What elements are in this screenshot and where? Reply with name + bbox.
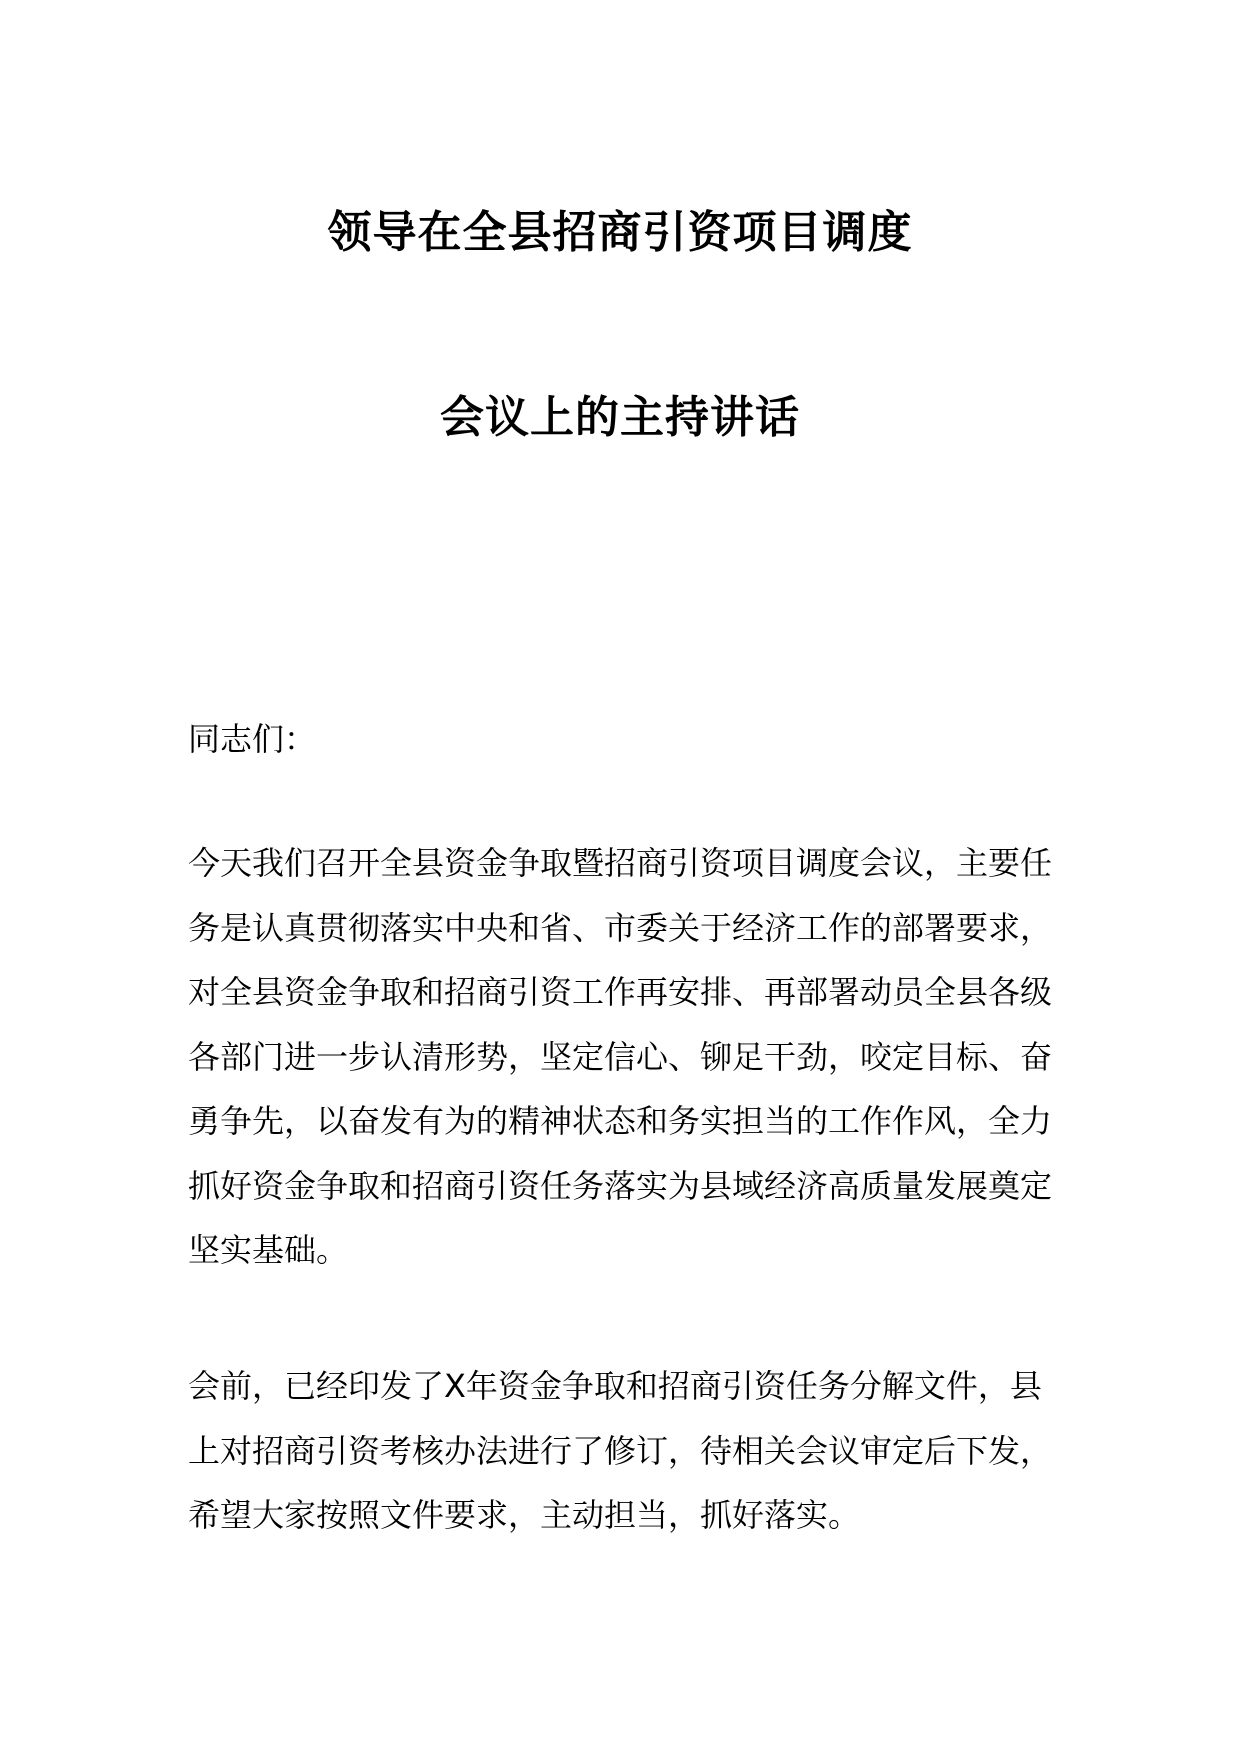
body-paragraph-1: 今天我们召开全县资金争取暨招商引资项目调度会议，主要任务是认真贯彻落实中央和省、市委关于经济工作的部署要求，对全县资金争取和招商引资工作再安排、再部署动员全县各级各部门进一步认清形势，坚定信心、铆足干劲，咬定目标、奋勇争先，以奋发有为的精神状态和务实担当的工作作风，全力抓好资金争取和招商引资任务落实为县域经济高质量发展奠定坚实基础。	[188, 844, 1053, 1269]
salutation: 同志们：	[188, 720, 317, 758]
body-paragraph-2: 会前，已经印发了X年资金争取和招商引资任务分解文件，县上对招商引资考核办法进行了修订，待相关会议审定后下发，希望大家按照文件要求，主动担当，抓好落实。	[188, 1367, 1053, 1534]
document-title-line-2: 会议上的主持讲话	[440, 392, 800, 443]
document-title-line-1: 领导在全县招商引资项目调度	[327, 207, 913, 258]
